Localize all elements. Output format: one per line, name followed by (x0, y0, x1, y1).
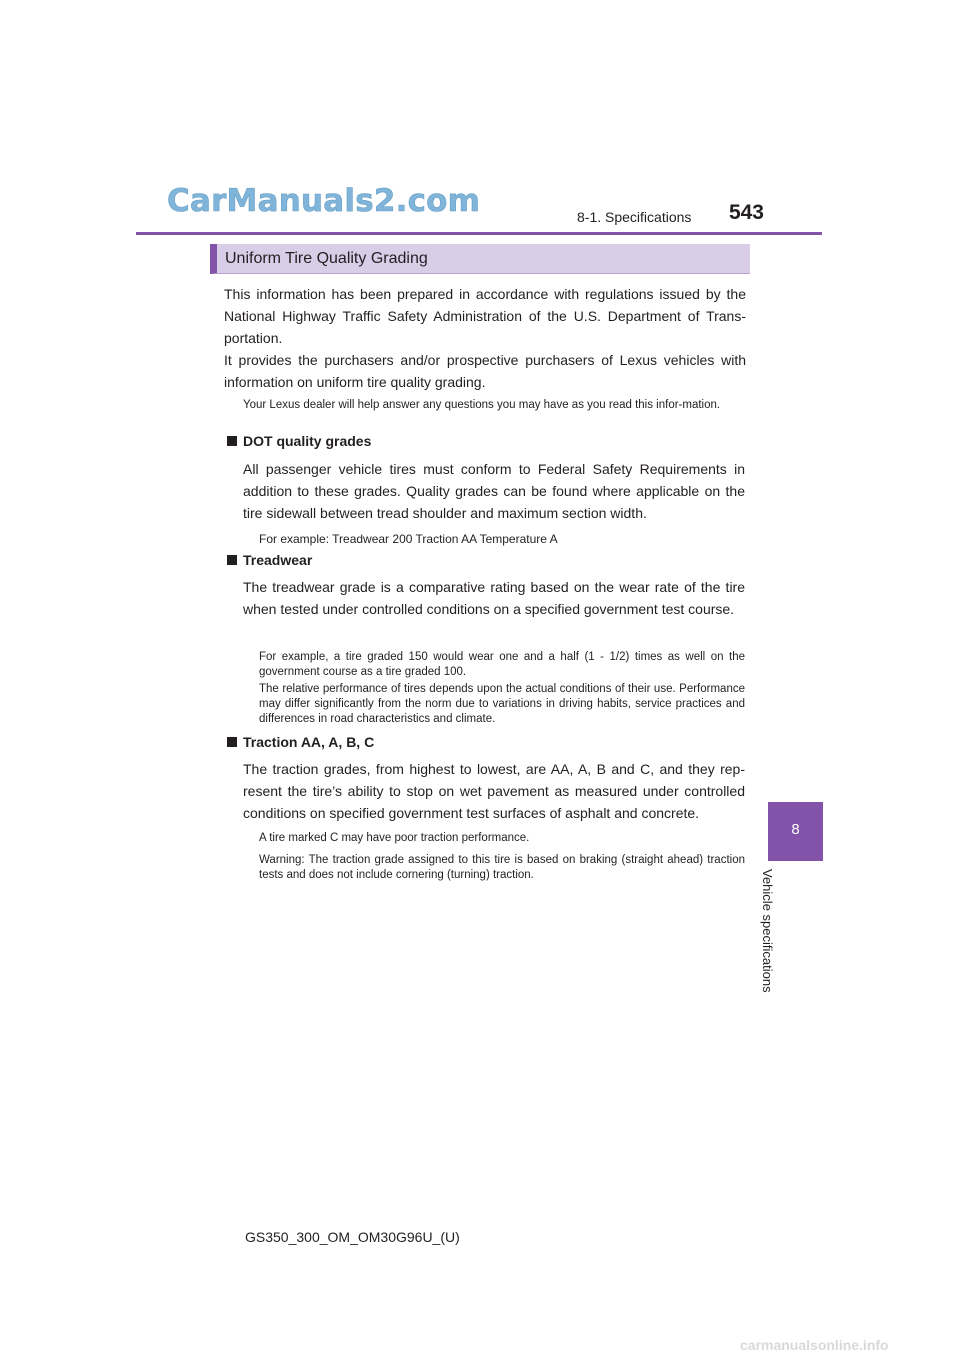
running-header-section: 8-1. Specifications (577, 209, 692, 225)
traction-paragraph: The traction grades, from highest to lowest, are AA, A, B and C, and they rep-resent the tire’s ability to stop on wet pavement as measured under controlled conditions on specified government test surfaces of asphalt and concrete. (243, 761, 745, 821)
traction-note-2: Warning: The traction grade assigned to this tire is based on braking (straight ahead) traction tests and does not include cornering (turning) traction. (259, 854, 745, 881)
chapter-side-label-text: Vehicle specifications (760, 869, 775, 993)
header-rule (136, 232, 822, 235)
traction-note-1: A tire marked C may have poor traction performance. (259, 832, 530, 844)
treadwear-paragraph: The treadwear grade is a comparative rating based on the wear rate of the tire when tested under controlled conditions on a specified government test course. (243, 579, 745, 617)
section-heading-text: Uniform Tire Quality Grading (225, 250, 428, 267)
treadwear-note-2: The relative performance of tires depends upon the actual conditions of their use. Performance may differ significantly from the norm due to variations in driving habits, service practices and differences in road characteristics and climate. (259, 683, 745, 725)
treadwear-heading-text: Treadwear (243, 552, 313, 568)
chapter-tab[interactable] (768, 802, 823, 861)
intro-paragraph-2: It provides the purchasers and/or prospective purchasers of Lexus vehicles with information on uniform tire quality grading. (224, 352, 746, 390)
chapter-side-label (762, 869, 802, 1009)
square-bullet-icon (227, 555, 237, 565)
dot-example: For example: Treadwear 200 Traction AA Temperature A (259, 532, 558, 546)
traction-heading (227, 734, 374, 750)
dot-heading-text: DOT quality grades (243, 433, 372, 449)
dot-heading (227, 433, 371, 449)
square-bullet-icon (227, 436, 237, 446)
document-code: GS350_300_OM_OM30G96U_(U) (245, 1229, 460, 1245)
intro-body (224, 283, 746, 393)
treadwear-heading (227, 552, 312, 568)
intro-note: Your Lexus dealer will help answer any questions you may have as you read this infor-mation. (243, 399, 721, 411)
dot-paragraph: All passenger vehicle tires must conform to Federal Safety Requirements in addition to these grades. Quality grades can be found where applicable on the tire sidewall between tread shoulder and maximum section width. (243, 461, 745, 521)
carmanualsonline-watermark: carmanualsonline.info (740, 1337, 889, 1353)
page-number: 543 (728, 201, 764, 224)
traction-heading-text: Traction AA, A, B, C (243, 734, 375, 750)
treadwear-note-1: For example, a tire graded 150 would wear one and a half (1 - 1/2) times as well on the government course as a tire graded 100. (259, 651, 745, 678)
intro-paragraph-1: This information has been prepared in accordance with regulations issued by the National Highway Traffic Safety Administration of the U.S. Department of Trans-portation. (224, 286, 746, 346)
carmanuals2-watermark: CarManuals2.com (167, 183, 481, 219)
chapter-tab-number: 8 (791, 821, 800, 838)
square-bullet-icon (227, 737, 237, 747)
section-heading (210, 244, 750, 274)
